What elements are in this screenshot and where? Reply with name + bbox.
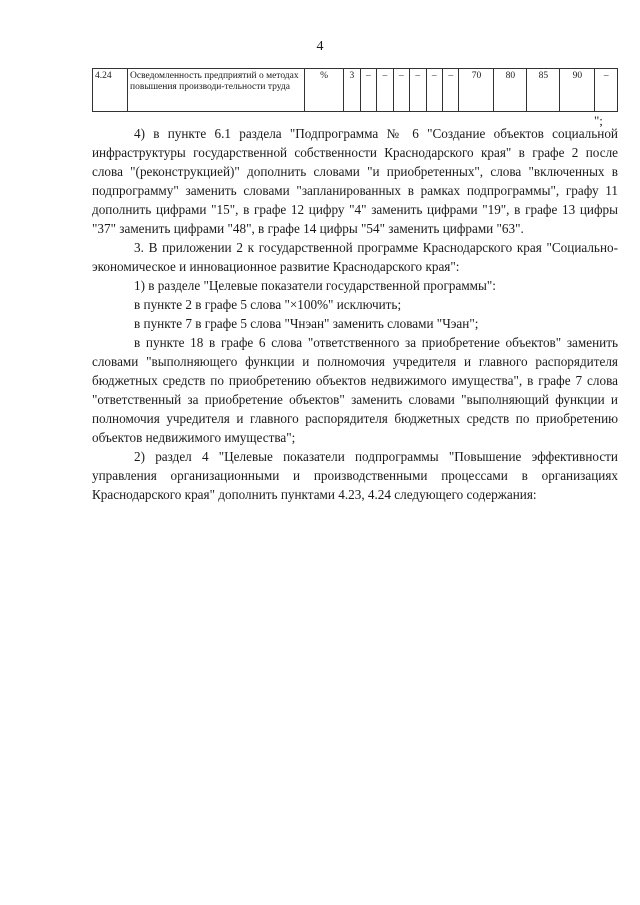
- paragraph: в пункте 2 в графе 5 слова "×100%" исключить;: [134, 297, 402, 312]
- value-cell: –: [426, 69, 442, 112]
- page-number: 4: [316, 39, 324, 54]
- closing-quote-mark: ";: [594, 113, 603, 128]
- row-number: 4.24: [93, 69, 128, 112]
- paragraph: 2) раздел 4 "Целевые показатели подпрограммы "Повышение эффективности управления организационными и производственными процессами в организациях Краснодарского края" дополнить пунктами 4.23, 4.24 следующего содержания:: [92, 449, 618, 502]
- unit-cell: %: [305, 69, 344, 112]
- value-cell: –: [393, 69, 409, 112]
- paragraph: в пункте 7 в графе 5 слова "Чнэан" заменить словами "Чэан";: [134, 316, 479, 331]
- value-cell: –: [442, 69, 458, 112]
- value-cell: –: [377, 69, 393, 112]
- value-cell: –: [410, 69, 426, 112]
- value-cell: 3: [344, 69, 360, 112]
- paragraph: 1) в разделе "Целевые показатели государственной программы":: [134, 278, 496, 293]
- paragraph: в пункте 18 в графе 6 слова "ответственного за приобретение объектов" заменить словами "выполняющего функции и полномочия учредителя и главного распорядителя бюджетных средств по приобретению объектов недвижимого имущества", в графе 7 слова "ответственный за приобретение объектов" заменить словами "выполняющий функции и полномочия учредителя и главного распорядителя бюджетных средств по приобретению объектов недвижимого имущества";: [92, 335, 618, 445]
- paragraph: 3. В приложении 2 к государственной программе Краснодарского края "Социально-экономическое и инновационное развитие Краснодарского края":: [92, 240, 618, 274]
- value-cell: 70: [459, 69, 494, 112]
- value-cell: 90: [560, 69, 595, 112]
- value-cell: –: [360, 69, 376, 112]
- value-cell: 80: [494, 69, 527, 112]
- table-row: [93, 69, 618, 112]
- value-cell: 85: [527, 69, 560, 112]
- indicator-name: Осведомленность предприятий о методах повышения производи-тельности труда: [128, 69, 305, 112]
- document-body: [92, 124, 618, 504]
- value-cell: –: [595, 69, 618, 112]
- paragraph: 4) в пункте 6.1 раздела "Подпрограмма № 6 "Создание объектов социальной инфраструктуры государственной собственности Краснодарского края" в графе 2 после слова "(реконструкцией)" дополнить словами "и приобретенных", слова "включенных в подпрограмму" заменить словами "запланированных в рамках подпрограммы", графу 11 дополнить цифрами "15", в графе 12 цифру "4" заменить цифрами "19", в графе 13 цифры "37" заменить цифрами "48", в графе 14 цифры "54" заменить цифрами "63".: [92, 126, 618, 236]
- indicator-table: [92, 68, 618, 112]
